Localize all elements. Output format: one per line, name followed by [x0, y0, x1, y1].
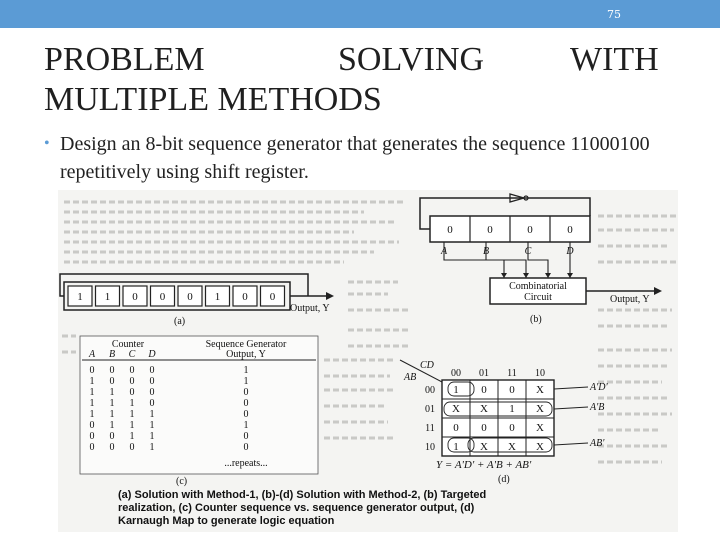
- kmap-cell-value: X: [536, 384, 544, 396]
- kmap-cd-label: CD: [420, 360, 434, 371]
- b-var-label: B: [482, 246, 490, 257]
- c-cell-value: 0: [109, 365, 115, 376]
- kmap-cell-value: X: [480, 403, 488, 415]
- c-header-counter: Counter: [111, 339, 145, 350]
- c-cell-value: 1: [89, 409, 95, 420]
- bullet-dot-icon: •: [44, 135, 50, 152]
- c-col-head: A: [88, 349, 96, 360]
- part-b-circuit: [420, 194, 662, 325]
- b-var-label: D: [566, 246, 574, 257]
- c-cell-value: 1: [109, 387, 115, 398]
- b-bit-value: 0: [567, 224, 573, 236]
- kmap-ab-label: AB: [404, 372, 417, 383]
- a-bit-value: 0: [269, 291, 276, 303]
- c-cell-value: 0: [109, 431, 115, 442]
- caption-line-3: Karnaugh Map to generate logic equation: [118, 515, 335, 527]
- b-var-label: A: [440, 246, 448, 257]
- c-cell-value: 0: [89, 365, 95, 376]
- kmap-cell-value: X: [480, 441, 488, 453]
- c-output-value: 1: [243, 376, 249, 387]
- c-col-head: D: [148, 349, 156, 360]
- a-bit-value: 1: [104, 291, 111, 303]
- part-a-register: [60, 274, 334, 327]
- c-cell-value: 0: [129, 376, 135, 387]
- a-bit-value: 1: [214, 291, 221, 303]
- c-cell-value: 1: [149, 409, 155, 420]
- b-output-label: Output, Y: [610, 294, 650, 305]
- c-tag: (c): [176, 476, 188, 487]
- c-cell-value: 0: [149, 376, 155, 387]
- kmap-cell-value: X: [536, 441, 544, 453]
- kmap-row-head: 10: [425, 442, 435, 453]
- kmap-col-head: 00: [451, 368, 461, 379]
- c-cell-value: 1: [149, 420, 155, 431]
- kmap-cell-value: X: [452, 403, 460, 415]
- c-cell-value: 0: [109, 442, 115, 453]
- scanned-figure: [58, 190, 678, 532]
- c-cell-value: 1: [129, 409, 135, 420]
- part-d-kmap: [400, 360, 608, 485]
- c-cell-value: 1: [149, 431, 155, 442]
- c-col-head: B: [108, 349, 116, 360]
- c-output-value: 1: [243, 365, 249, 376]
- kmap-col-head: 10: [535, 368, 545, 379]
- a-bit-value: 0: [242, 291, 248, 303]
- title-word-with: WITH: [570, 41, 659, 78]
- c-header-seq-2: Output, Y: [226, 349, 266, 360]
- c-header-seq: Sequence Generator: [205, 339, 287, 350]
- b-var-label: C: [524, 246, 532, 257]
- a-bit-value: 1: [77, 291, 83, 303]
- kmap-equation: Y = A'D' + A'B + AB': [436, 459, 532, 471]
- kmap-term-label: AB': [590, 438, 605, 449]
- a-output-label: Output, Y: [290, 303, 330, 314]
- c-cell-value: 1: [89, 376, 95, 387]
- c-cell-value: 0: [89, 431, 95, 442]
- top-bar: [0, 0, 720, 28]
- d-tag: (d): [498, 474, 510, 485]
- kmap-term-label: A'D': [590, 382, 608, 393]
- c-cell-value: 0: [109, 376, 115, 387]
- c-cell-value: 1: [149, 442, 155, 453]
- caption-line-1: (a) Solution with Method-1, (b)-(d) Solution with Method-2, (b) Targeted: [118, 489, 487, 501]
- c-output-value: 0: [243, 442, 249, 453]
- a-tag: (a): [174, 316, 186, 327]
- c-output-value: 0: [243, 409, 249, 420]
- figure-drawing: [58, 190, 678, 532]
- title-word-solving: SOLVING: [338, 41, 485, 78]
- c-cell-value: 0: [89, 442, 95, 453]
- kmap-cell-value: 0: [481, 422, 487, 434]
- c-cell-value: 1: [109, 398, 115, 409]
- title-line-2: MULTIPLE METHODS: [44, 81, 382, 118]
- a-bit-value: 0: [159, 291, 166, 303]
- c-output-value: 1: [243, 420, 249, 431]
- b-tag: (b): [530, 314, 542, 325]
- kmap-cell-value: X: [536, 403, 544, 415]
- b-bit-value: 0: [487, 224, 493, 236]
- c-output-value: 0: [243, 387, 249, 398]
- c-cell-value: 1: [129, 398, 135, 409]
- kmap-col-head: 11: [507, 368, 517, 379]
- b-bit-value: 0: [527, 224, 533, 236]
- kmap-cell-value: 0: [509, 384, 515, 396]
- c-output-value: 0: [243, 431, 249, 442]
- c-cell-value: 0: [129, 387, 135, 398]
- a-bit-value: 0: [132, 291, 138, 303]
- kmap-cell-value: 1: [453, 384, 459, 396]
- kmap-cell-value: 0: [453, 422, 459, 434]
- a-bit-value: 0: [187, 291, 193, 303]
- kmap-cell-value: X: [508, 441, 516, 453]
- block-line-1: Combinatorial: [509, 281, 567, 292]
- kmap-cell-value: X: [536, 422, 544, 434]
- kmap-term-label: A'B: [590, 402, 605, 413]
- bullet-text: Design an 8-bit sequence generator that generates the sequence 11000100 repetitively using shift register.: [60, 133, 650, 183]
- slide-number: 75: [607, 8, 621, 21]
- c-cell-value: 0: [89, 420, 95, 431]
- c-cell-value: 0: [129, 365, 135, 376]
- block-line-2: Circuit: [524, 292, 552, 303]
- c-cell-value: 1: [89, 398, 95, 409]
- caption-line-2: realization, (c) Counter sequence vs. sequence generator output, (d): [118, 502, 475, 514]
- c-cell-value: 0: [149, 398, 155, 409]
- kmap-row-head: 00: [425, 385, 435, 396]
- c-cell-value: 1: [129, 420, 135, 431]
- c-cell-value: 0: [129, 442, 135, 453]
- part-c-table: [80, 336, 318, 487]
- kmap-cell-value: 1: [453, 441, 459, 453]
- c-cell-value: 0: [149, 387, 155, 398]
- kmap-row-head: 11: [425, 423, 435, 434]
- kmap-row-head: 01: [425, 404, 435, 415]
- figure-caption: [118, 489, 486, 527]
- c-col-head: C: [128, 349, 136, 360]
- kmap-cell-value: 1: [509, 403, 515, 415]
- c-cell-value: 1: [89, 387, 95, 398]
- title-word-problem: PROBLEM: [44, 41, 205, 78]
- kmap-cell-value: 0: [509, 422, 515, 434]
- c-cell-value: 0: [149, 365, 155, 376]
- c-cell-value: 1: [109, 409, 115, 420]
- c-repeats: ...repeats...: [224, 458, 268, 469]
- kmap-col-head: 01: [479, 368, 489, 379]
- b-bit-value: 0: [447, 224, 453, 236]
- c-cell-value: 1: [129, 431, 135, 442]
- c-cell-value: 1: [109, 420, 115, 431]
- kmap-cell-value: 0: [481, 384, 487, 396]
- c-output-value: 0: [243, 398, 249, 409]
